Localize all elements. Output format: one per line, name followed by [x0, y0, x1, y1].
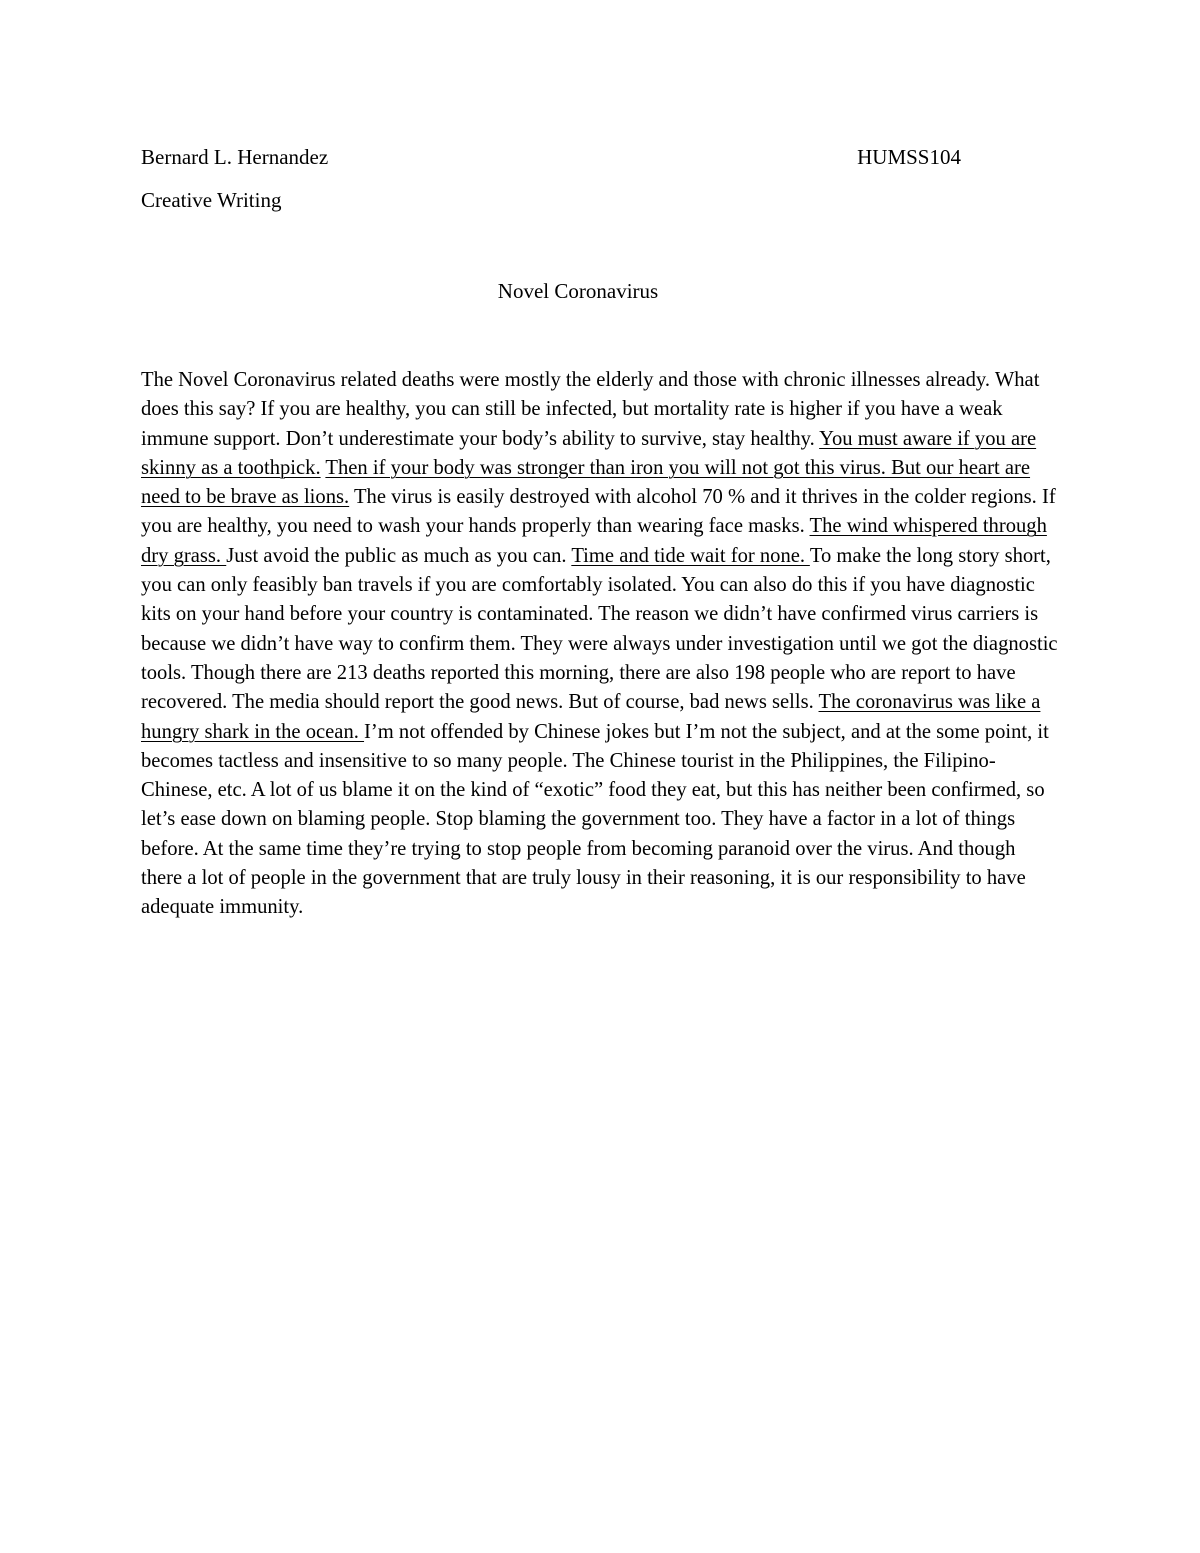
essay-body	[141, 366, 1059, 923]
subject-name: Creative Writing	[141, 188, 282, 212]
course-code: HUMSS104	[857, 145, 961, 169]
document-title: Novel Coronavirus	[497, 279, 659, 303]
essay-text-segment: To make the long story short, you can only feasibly ban travels if you are comfortably isolated. You can also do this if you have diagnostic kits on your hand before your country is contaminated. The reason we didn’t have confirmed virus carriers is because we didn’t have way to confirm them. They were always under investigation until we got the diagnostic tools. Though there are 213 deaths reported this morning, there are also 198 people who are report to have recovered. The media should report the good news. But of course, bad news sells.	[141, 544, 1058, 714]
underlined-sentence: You must aware if you are skinny as a toothpick.	[141, 427, 1037, 479]
underlined-sentence: Time and tide wait for none.	[571, 544, 810, 567]
underlined-sentence: The coronavirus was like a hungry shark in the ocean.	[141, 691, 1041, 743]
essay-text-segment: The Novel Coronavirus related deaths were mostly the elderly and those with chronic illnesses already. What does this say? If you are healthy, you can still be infected, but mortality rate is higher if you have a weak immune support. Don’t underestimate your body’s ability to survive, stay healthy.	[141, 369, 1040, 450]
author-name: Bernard L. Hernandez	[141, 145, 329, 169]
essay-text-segment: I’m not offended by Chinese jokes but I’m not the subject, and at the some point, it becomes tactless and insensitive to so many people. The Chinese tourist in the Philippines, the Filipino-Chinese, etc. A lot of us blame it on the kind of “exotic” food they eat, but this has neither been confirmed, so let’s ease down on blaming people. Stop blaming the government too. They have a factor in a lot of things before. At the same time they’re trying to stop people from becoming paranoid over the virus. And though there a lot of people in the government that are truly lousy in their reasoning, it is our responsibility to have adequate immunity.	[141, 720, 1049, 919]
essay-text-segment: The virus is easily destroyed with alcohol 70 % and it thrives in the colder regions. If you are healthy, you need to wash your hands properly than wearing face masks.	[141, 486, 1056, 538]
underlined-sentence: Then if your body was stronger than iron you will not got this virus. But our heart are need to be brave as lions.	[141, 456, 1031, 509]
essay-text-segment: Just avoid the public as much as you can.	[226, 544, 572, 567]
underlined-sentence: The wind whispered through dry grass.	[141, 515, 1047, 567]
